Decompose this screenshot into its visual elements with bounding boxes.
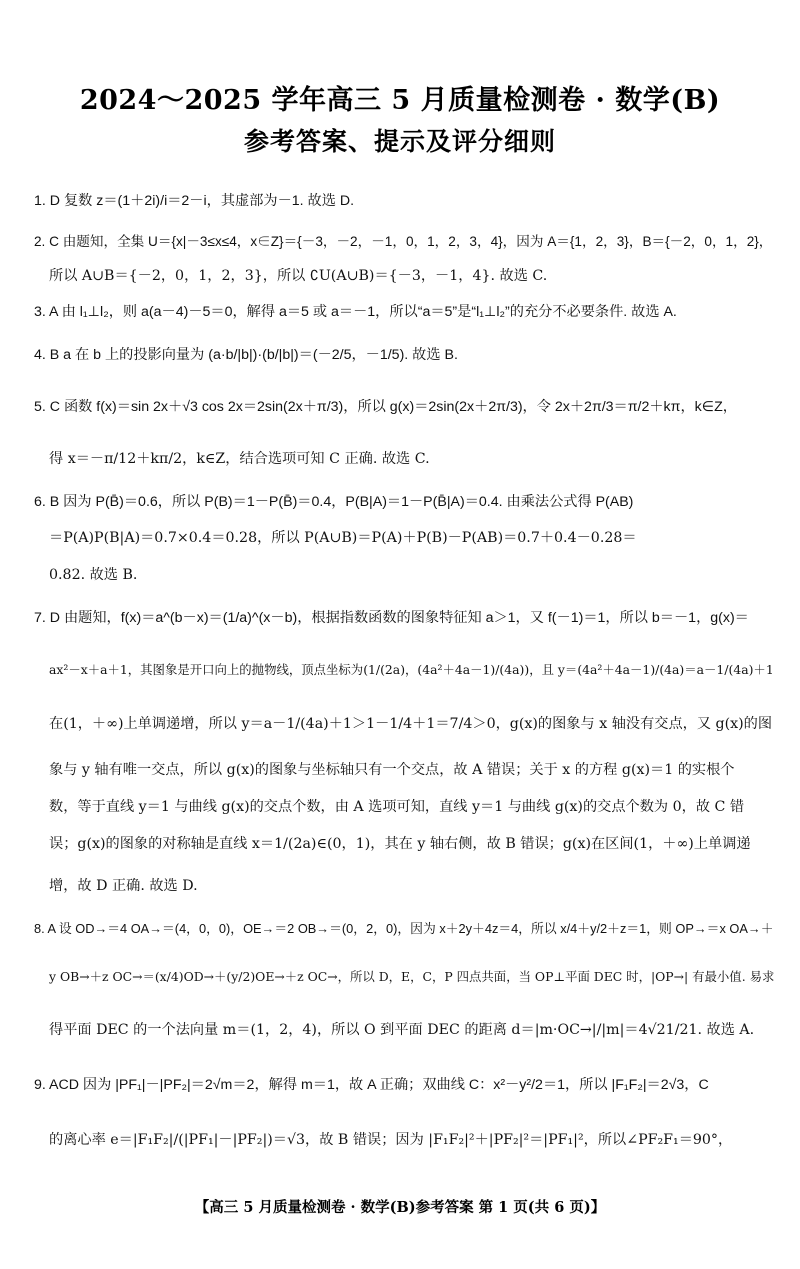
answer-line-q2-cont: 所以 A∪B＝{－2，0，1，2，3}，所以 ∁U(A∪B)＝{－3，－1，4}. 故选 C. — [49, 268, 548, 284]
answer-line-q3: 3. A 由 l₁⊥l₂，则 a(a－4)－5＝0，解得 a＝5 或 a＝－1，所以“a＝5”是“l₁⊥l₂”的充分不必要条件. 故选 A. — [34, 304, 677, 320]
answer-line-q9: 9. ACD 因为 |PF₁|－|PF₂|＝2√m＝2，解得 m＝1，故 A 正确；双曲线 C：x²－y²/2＝1，所以 |F₁F₂|＝2√3，C — [34, 1077, 709, 1093]
page-subtitle: 参考答案、提示及评分细则 — [243, 127, 556, 156]
answer-line-q6: 6. B 因为 P(B̄)＝0.6，所以 P(B)＝1－P(B̄)＝0.4，P(B|A)＝1－P(B̄|A)＝0.4. 由乘法公式得 P(AB) — [34, 494, 634, 510]
answer-line-q4: 4. B a 在 b 上的投影向量为 (a·b/|b|)·(b/|b|)＝(－2/5，－1/5). 故选 B. — [34, 347, 458, 363]
answer-line-q7-cont3: 象与 y 轴有唯一交点，所以 g(x)的图象与坐标轴只有一个交点，故 A 错误；关于 x 的方程 g(x)＝1 的实根个 — [49, 762, 735, 778]
page-footer: 【高三 5 月质量检测卷 · 数学(B)参考答案 第 1 页(共 6 页)】 — [194, 1199, 606, 1216]
answer-line-q8-cont2: 得平面 DEC 的一个法向量 m＝(1，2，4)，所以 O 到平面 DEC 的距离 d＝|m·OC→|/|m|＝4√21/21. 故选 A. — [49, 1022, 755, 1038]
answer-line-q7: 7. D 由题知，f(x)＝a^(b－x)＝(1/a)^(x－b)，根据指数函数的图象特征知 a＞1，又 f(－1)＝1，所以 b＝－1，g(x)＝ — [34, 610, 749, 626]
answer-line-q8-cont1: y OB→＋z OC→＝(x/4)OD→＋(y/2)OE→＋z OC→，所以 D，E，C，P 四点共面，当 OP⊥平面 DEC 时，|OP→| 有最小值. 易求 — [49, 969, 775, 984]
page-title: 2024～2025 学年高三 5 月质量检测卷 · 数学(B) — [79, 85, 721, 116]
answer-line-q5: 5. C 函数 f(x)＝sin 2x＋√3 cos 2x＝2sin(2x＋π/3)，所以 g(x)＝2sin(2x＋2π/3)，令 2x＋2π/3＝π/2＋kπ，k∈Z， — [34, 399, 737, 415]
answer-line-q8: 8. A 设 OD→＝4 OA→＝(4，0，0)，OE→＝2 OB→＝(0，2，0)，因为 x＋2y＋4z＝4，所以 x/4＋y/2＋z＝1，则 OP→＝x OA→＋ — [34, 921, 774, 936]
answer-line-q7-cont2: 在(1，＋∞)上单调递增，所以 y＝a－1/(4a)＋1＞1－1/4＋1＝7/4＞0，g(x)的图象与 x 轴没有交点，又 g(x)的图 — [49, 716, 773, 732]
answer-line-q6-cont2: 0.82. 故选 B. — [49, 567, 138, 583]
answer-line-q7-cont6: 增，故 D 正确. 故选 D. — [49, 878, 198, 894]
answer-line-q6-cont1: ＝P(A)P(B|A)＝0.7×0.4＝0.28，所以 P(A∪B)＝P(A)＋P(B)－P(AB)＝0.7＋0.4－0.28＝ — [49, 530, 637, 546]
answer-line-q1: 1. D 复数 z＝(1＋2i)/i＝2－i，其虚部为－1. 故选 D. — [34, 193, 355, 209]
answer-line-q7-cont5: 误；g(x)的图象的对称轴是直线 x＝1/(2a)∈(0，1)，其在 y 轴右侧，故 B 错误；g(x)在区间(1，＋∞)上单调递 — [49, 836, 751, 852]
answer-line-q9-cont: 的离心率 e＝|F₁F₂|/(|PF₁|－|PF₂|)＝√3，故 B 错误；因为 |F₁F₂|²＋|PF₂|²＝|PF₁|²，所以∠PF₂F₁＝90°， — [49, 1132, 733, 1148]
answer-line-q7-cont1: ax²－x＋a＋1，其图象是开口向上的抛物线，顶点坐标为(1/(2a)，(4a²＋4a－1)/(4a))，且 y＝(4a²＋4a－1)/(4a)＝a－1/(4a)＋1 — [49, 662, 774, 677]
answer-line-q7-cont4: 数，等于直线 y＝1 与曲线 g(x)的交点个数，由 A 选项可知，直线 y＝1 与曲线 g(x)的交点个数为 0，故 C 错 — [49, 799, 745, 815]
answer-line-q2: 2. C 由题知，全集 U＝{x|－3≤x≤4，x∈Z}＝{－3，－2，－1，0，1，2，3，4}，因为 A＝{1，2，3}，B＝{－2，0，1，2}， — [34, 234, 773, 249]
answer-line-q5-cont: 得 x＝－π/12＋kπ/2，k∈Z，结合选项可知 C 正确. 故选 C. — [49, 451, 430, 467]
